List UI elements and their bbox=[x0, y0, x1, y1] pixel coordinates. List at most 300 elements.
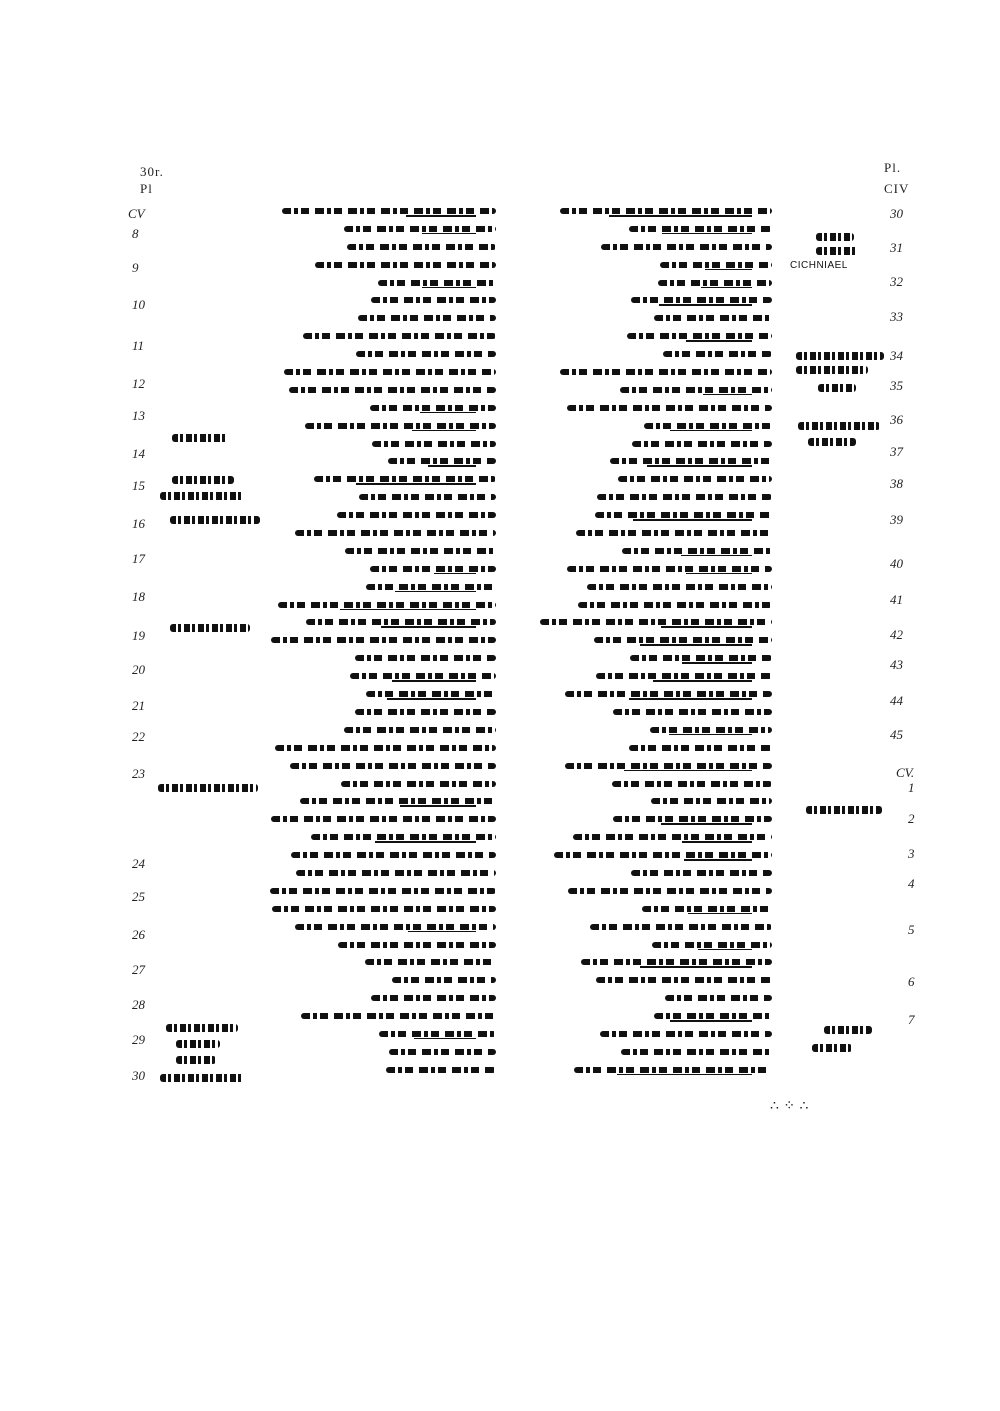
underline-stroke bbox=[681, 555, 752, 557]
script-stroke bbox=[271, 816, 496, 822]
script-stroke bbox=[284, 369, 496, 375]
script-stroke bbox=[337, 512, 496, 518]
underline-stroke bbox=[662, 233, 752, 235]
manuscript-line bbox=[268, 558, 496, 576]
right-folio-number: Pl. bbox=[884, 160, 902, 175]
script-stroke bbox=[567, 566, 772, 572]
script-stroke bbox=[576, 530, 772, 536]
underline-stroke bbox=[624, 770, 752, 772]
script-stroke bbox=[289, 387, 496, 393]
script-stroke bbox=[378, 280, 496, 286]
underline-stroke bbox=[640, 644, 752, 646]
script-stroke bbox=[613, 816, 772, 822]
script-stroke bbox=[573, 834, 772, 840]
underline-stroke bbox=[392, 680, 476, 682]
script-stroke bbox=[578, 602, 772, 608]
script-stroke bbox=[621, 1049, 772, 1055]
script-stroke bbox=[386, 1067, 496, 1073]
manuscript-line bbox=[268, 880, 496, 898]
script-stroke bbox=[565, 763, 772, 769]
margin-gloss bbox=[170, 624, 250, 632]
left-verse-number: 15 bbox=[132, 478, 145, 493]
script-stroke bbox=[344, 727, 496, 733]
left-verse-number: 19 bbox=[132, 628, 145, 643]
script-stroke bbox=[652, 942, 772, 948]
left-verse-number: 26 bbox=[132, 927, 145, 942]
underline-stroke bbox=[684, 859, 752, 861]
manuscript-line bbox=[540, 683, 772, 701]
script-stroke bbox=[370, 405, 496, 411]
script-stroke bbox=[590, 924, 772, 930]
right-verse-number: 6 bbox=[908, 974, 915, 989]
underline-stroke bbox=[633, 519, 752, 521]
script-stroke bbox=[291, 852, 496, 858]
script-stroke bbox=[300, 798, 496, 804]
underline-stroke bbox=[420, 412, 476, 414]
left-verse-number: 9 bbox=[132, 260, 139, 275]
left-verse-number: 16 bbox=[132, 516, 145, 531]
underline-stroke bbox=[356, 483, 476, 485]
margin-gloss bbox=[796, 352, 884, 360]
underline-stroke bbox=[701, 287, 752, 289]
underline-stroke bbox=[408, 931, 476, 933]
left-signature: Pl bbox=[140, 181, 153, 196]
manuscript-line bbox=[540, 880, 772, 898]
right-chapter-cv: CV. bbox=[896, 765, 915, 780]
manuscript-line bbox=[268, 504, 496, 522]
manuscript-line bbox=[268, 951, 496, 969]
underline-stroke bbox=[387, 698, 476, 700]
margin-gloss bbox=[172, 476, 234, 484]
left-verse-number: 21 bbox=[132, 698, 145, 713]
script-stroke bbox=[567, 405, 772, 411]
manuscript-line bbox=[540, 737, 772, 755]
script-stroke bbox=[275, 745, 496, 751]
manuscript-line bbox=[540, 218, 772, 236]
script-stroke bbox=[290, 763, 496, 769]
script-stroke bbox=[622, 548, 772, 554]
right-verse-number: 39 bbox=[890, 512, 903, 527]
script-stroke bbox=[595, 512, 772, 518]
script-stroke bbox=[581, 959, 772, 965]
script-stroke bbox=[554, 852, 772, 858]
script-stroke bbox=[629, 226, 772, 232]
manuscript-line bbox=[268, 611, 496, 629]
script-stroke bbox=[306, 619, 496, 625]
script-stroke bbox=[654, 1013, 772, 1019]
margin-gloss bbox=[166, 1024, 238, 1032]
manuscript-line bbox=[268, 486, 496, 504]
script-stroke bbox=[574, 1067, 772, 1073]
manuscript-line bbox=[540, 951, 772, 969]
underline-stroke bbox=[688, 913, 752, 915]
manuscript-line bbox=[268, 1023, 496, 1041]
right-verse-number: 42 bbox=[890, 627, 903, 642]
script-stroke bbox=[372, 441, 496, 447]
manuscript-line bbox=[268, 826, 496, 844]
manuscript-line bbox=[540, 450, 772, 468]
script-stroke bbox=[560, 208, 772, 214]
manuscript-line bbox=[540, 236, 772, 254]
right-verse-number: 30 bbox=[890, 206, 903, 221]
underline-stroke bbox=[406, 215, 476, 217]
manuscript-line bbox=[268, 200, 496, 218]
script-stroke bbox=[344, 226, 496, 232]
manuscript-line bbox=[268, 665, 496, 683]
manuscript-line bbox=[540, 647, 772, 665]
manuscript-line bbox=[540, 773, 772, 791]
manuscript-line bbox=[540, 611, 772, 629]
script-stroke bbox=[379, 1031, 496, 1037]
underline-stroke bbox=[682, 662, 752, 664]
margin-latin-note: CICHNIAEL bbox=[790, 260, 848, 271]
manuscript-line bbox=[540, 504, 772, 522]
underline-stroke bbox=[682, 841, 752, 843]
script-stroke bbox=[303, 333, 496, 339]
left-text-column bbox=[268, 200, 496, 1077]
script-stroke bbox=[663, 351, 772, 357]
script-stroke bbox=[315, 262, 496, 268]
script-stroke bbox=[540, 619, 772, 625]
manuscript-line bbox=[268, 236, 496, 254]
left-verse-number: 22 bbox=[132, 729, 145, 744]
manuscript-line bbox=[268, 468, 496, 486]
right-verse-number: 33 bbox=[890, 309, 903, 324]
manuscript-line bbox=[540, 790, 772, 808]
left-verse-number: 8 bbox=[132, 226, 139, 241]
script-stroke bbox=[560, 369, 772, 375]
margin-gloss bbox=[824, 1026, 872, 1034]
underline-stroke bbox=[434, 573, 476, 575]
underline-stroke bbox=[661, 823, 752, 825]
right-verse-number: 43 bbox=[890, 657, 903, 672]
right-verse-number: 36 bbox=[890, 412, 903, 427]
underline-stroke bbox=[686, 573, 752, 575]
manuscript-line bbox=[268, 397, 496, 415]
manuscript-line bbox=[540, 468, 772, 486]
script-stroke bbox=[341, 781, 496, 787]
script-stroke bbox=[610, 458, 772, 464]
manuscript-line bbox=[540, 629, 772, 647]
underline-stroke bbox=[422, 287, 476, 289]
manuscript-line bbox=[540, 343, 772, 361]
script-stroke bbox=[627, 333, 772, 339]
script-stroke bbox=[612, 781, 772, 787]
underline-stroke bbox=[686, 340, 752, 342]
underline-stroke bbox=[670, 1020, 752, 1022]
margin-gloss bbox=[170, 516, 260, 524]
manuscript-line bbox=[268, 862, 496, 880]
script-stroke bbox=[658, 280, 772, 286]
script-stroke bbox=[282, 208, 496, 214]
script-stroke bbox=[601, 244, 772, 250]
left-verse-number: 29 bbox=[132, 1032, 145, 1047]
underline-stroke bbox=[340, 609, 476, 611]
manuscript-line bbox=[268, 629, 496, 647]
script-stroke bbox=[644, 423, 772, 429]
manuscript-line bbox=[540, 701, 772, 719]
manuscript-line bbox=[540, 397, 772, 415]
right-verse-number: 40 bbox=[890, 556, 903, 571]
manuscript-line bbox=[540, 1005, 772, 1023]
right-verse-number: 41 bbox=[890, 592, 903, 607]
script-stroke bbox=[366, 691, 496, 697]
manuscript-line bbox=[540, 433, 772, 451]
right-verse-number: 2 bbox=[908, 811, 915, 826]
manuscript-line bbox=[540, 594, 772, 612]
left-verse-number: 28 bbox=[132, 997, 145, 1012]
script-stroke bbox=[600, 1031, 772, 1037]
manuscript-line bbox=[540, 719, 772, 737]
margin-gloss bbox=[816, 247, 858, 255]
right-verse-number: 44 bbox=[890, 693, 903, 708]
manuscript-line bbox=[268, 987, 496, 1005]
left-verse-number: 18 bbox=[132, 589, 145, 604]
margin-gloss bbox=[816, 233, 854, 241]
margin-gloss bbox=[806, 806, 882, 814]
underline-stroke bbox=[412, 430, 476, 432]
underline-stroke bbox=[428, 465, 476, 467]
manuscript-line bbox=[540, 200, 772, 218]
underline-stroke bbox=[381, 626, 476, 628]
left-verse-number: 24 bbox=[132, 856, 145, 871]
script-stroke bbox=[629, 745, 772, 751]
script-stroke bbox=[665, 995, 772, 1001]
end-ornament: ∴ ⁘ ∴ bbox=[770, 1098, 809, 1114]
left-verse-number: 11 bbox=[132, 338, 145, 353]
right-verse-number: 5 bbox=[908, 922, 915, 937]
script-stroke bbox=[597, 494, 772, 500]
script-stroke bbox=[305, 423, 496, 429]
right-verse-number: 1 bbox=[908, 780, 915, 795]
manuscript-line bbox=[540, 844, 772, 862]
script-stroke bbox=[295, 530, 496, 536]
manuscript-line bbox=[540, 1059, 772, 1077]
script-stroke bbox=[366, 584, 496, 590]
underline-stroke bbox=[640, 966, 752, 968]
margin-gloss bbox=[160, 492, 244, 500]
manuscript-line bbox=[540, 934, 772, 952]
script-stroke bbox=[630, 655, 772, 661]
script-stroke bbox=[631, 870, 772, 876]
manuscript-line bbox=[268, 1005, 496, 1023]
manuscript-line bbox=[540, 665, 772, 683]
margin-gloss bbox=[798, 422, 880, 430]
manuscript-line bbox=[268, 844, 496, 862]
manuscript-line bbox=[268, 522, 496, 540]
manuscript-line bbox=[540, 969, 772, 987]
manuscript-line bbox=[268, 898, 496, 916]
manuscript-line bbox=[268, 325, 496, 343]
script-stroke bbox=[651, 798, 772, 804]
margin-gloss bbox=[172, 434, 228, 442]
manuscript-line bbox=[540, 987, 772, 1005]
manuscript-line bbox=[268, 379, 496, 397]
manuscript-line bbox=[268, 790, 496, 808]
underline-stroke bbox=[653, 680, 752, 682]
manuscript-line bbox=[540, 415, 772, 433]
underline-stroke bbox=[629, 698, 752, 700]
script-stroke bbox=[660, 262, 772, 268]
margin-gloss bbox=[160, 1074, 244, 1082]
left-verse-number: 13 bbox=[132, 408, 145, 423]
script-stroke bbox=[271, 637, 496, 643]
script-stroke bbox=[358, 315, 496, 321]
right-verse-number: 3 bbox=[908, 846, 915, 861]
manuscript-line bbox=[540, 1041, 772, 1059]
script-stroke bbox=[388, 458, 496, 464]
script-stroke bbox=[618, 476, 772, 482]
script-stroke bbox=[347, 244, 496, 250]
left-verse-number: 23 bbox=[132, 766, 145, 781]
manuscript-line bbox=[268, 934, 496, 952]
left-verse-number: 10 bbox=[132, 297, 145, 312]
script-stroke bbox=[365, 959, 496, 965]
script-stroke bbox=[565, 691, 772, 697]
underline-stroke bbox=[375, 841, 476, 843]
left-chapter-number: CV bbox=[128, 206, 145, 221]
left-verse-number: 20 bbox=[132, 662, 145, 677]
manuscript-line bbox=[540, 289, 772, 307]
manuscript-line bbox=[540, 916, 772, 934]
left-verse-number: 12 bbox=[132, 376, 145, 391]
script-stroke bbox=[350, 673, 496, 679]
manuscript-line bbox=[540, 808, 772, 826]
script-stroke bbox=[301, 1013, 496, 1019]
underline-stroke bbox=[661, 626, 752, 628]
margin-gloss bbox=[176, 1040, 220, 1048]
script-stroke bbox=[371, 297, 496, 303]
margin-gloss bbox=[812, 1044, 852, 1052]
left-verse-number: 25 bbox=[132, 889, 145, 904]
script-stroke bbox=[389, 1049, 496, 1055]
manuscript-line bbox=[540, 325, 772, 343]
margin-gloss bbox=[176, 1056, 216, 1064]
script-stroke bbox=[613, 709, 772, 715]
manuscript-line bbox=[268, 594, 496, 612]
manuscript-line bbox=[268, 218, 496, 236]
right-verse-number: 34 bbox=[890, 348, 903, 363]
underline-stroke bbox=[705, 269, 752, 271]
manuscript-line bbox=[268, 773, 496, 791]
left-verse-number: 17 bbox=[132, 551, 145, 566]
underline-stroke bbox=[617, 1074, 752, 1076]
underline-stroke bbox=[400, 805, 476, 807]
manuscript-line bbox=[268, 755, 496, 773]
script-stroke bbox=[270, 888, 496, 894]
manuscript-line bbox=[540, 379, 772, 397]
manuscript-line bbox=[540, 254, 772, 272]
script-stroke bbox=[295, 924, 496, 930]
manuscript-line bbox=[540, 522, 772, 540]
manuscript-line bbox=[268, 701, 496, 719]
manuscript-line bbox=[268, 450, 496, 468]
script-stroke bbox=[296, 870, 496, 876]
script-stroke bbox=[355, 655, 496, 661]
right-verse-number: 4 bbox=[908, 876, 915, 891]
right-verse-number: 32 bbox=[890, 274, 903, 289]
script-stroke bbox=[594, 637, 772, 643]
manuscript-line bbox=[268, 969, 496, 987]
script-stroke bbox=[620, 387, 772, 393]
script-stroke bbox=[654, 315, 772, 321]
margin-gloss bbox=[796, 366, 868, 374]
right-verse-number: 45 bbox=[890, 727, 903, 742]
manuscript-line bbox=[540, 361, 772, 379]
underline-stroke bbox=[395, 591, 476, 593]
script-stroke bbox=[359, 494, 496, 500]
script-stroke bbox=[596, 673, 772, 679]
manuscript-line bbox=[268, 415, 496, 433]
script-stroke bbox=[568, 888, 772, 894]
manuscript-line bbox=[540, 576, 772, 594]
manuscript-line bbox=[540, 1023, 772, 1041]
manuscript-line bbox=[268, 808, 496, 826]
script-stroke bbox=[314, 476, 496, 482]
margin-gloss bbox=[818, 384, 856, 392]
script-stroke bbox=[355, 709, 496, 715]
manuscript-line bbox=[540, 307, 772, 325]
manuscript-line bbox=[540, 486, 772, 504]
right-verse-number: 35 bbox=[890, 378, 903, 393]
script-stroke bbox=[596, 977, 772, 983]
manuscript-line bbox=[268, 1059, 496, 1077]
manuscript-line bbox=[268, 737, 496, 755]
script-stroke bbox=[632, 441, 772, 447]
right-verse-number: 37 bbox=[890, 444, 903, 459]
left-verse-number: 27 bbox=[132, 962, 145, 977]
left-folio-number: 30r. bbox=[140, 164, 164, 179]
manuscript-line bbox=[540, 898, 772, 916]
manuscript-line bbox=[268, 361, 496, 379]
right-text-column bbox=[540, 200, 772, 1077]
script-stroke bbox=[371, 995, 496, 1001]
manuscript-line bbox=[540, 540, 772, 558]
margin-gloss bbox=[158, 784, 258, 792]
manuscript-line bbox=[268, 272, 496, 290]
manuscript-line bbox=[540, 558, 772, 576]
manuscript-line bbox=[268, 647, 496, 665]
script-stroke bbox=[631, 297, 772, 303]
manuscript-line bbox=[268, 254, 496, 272]
right-verse-number: 7 bbox=[908, 1012, 915, 1027]
script-stroke bbox=[272, 906, 496, 912]
right-verse-number: 31 bbox=[890, 240, 903, 255]
manuscript-line bbox=[268, 916, 496, 934]
script-stroke bbox=[311, 834, 496, 840]
script-stroke bbox=[392, 977, 496, 983]
manuscript-line bbox=[540, 862, 772, 880]
script-stroke bbox=[642, 906, 772, 912]
manuscript-line bbox=[540, 826, 772, 844]
manuscript-line bbox=[268, 343, 496, 361]
underline-stroke bbox=[609, 215, 752, 217]
manuscript-line bbox=[268, 1041, 496, 1059]
left-verse-number: 30 bbox=[132, 1068, 145, 1083]
manuscript-line bbox=[540, 755, 772, 773]
manuscript-line bbox=[268, 719, 496, 737]
margin-gloss bbox=[808, 438, 856, 446]
manuscript-line bbox=[268, 433, 496, 451]
script-stroke bbox=[278, 602, 496, 608]
manuscript-line bbox=[268, 683, 496, 701]
script-stroke bbox=[338, 942, 496, 948]
underline-stroke bbox=[414, 1038, 476, 1040]
underline-stroke bbox=[422, 233, 476, 235]
right-chapter-heading: CIV bbox=[884, 181, 910, 196]
underline-stroke bbox=[669, 734, 752, 736]
script-stroke bbox=[650, 727, 772, 733]
